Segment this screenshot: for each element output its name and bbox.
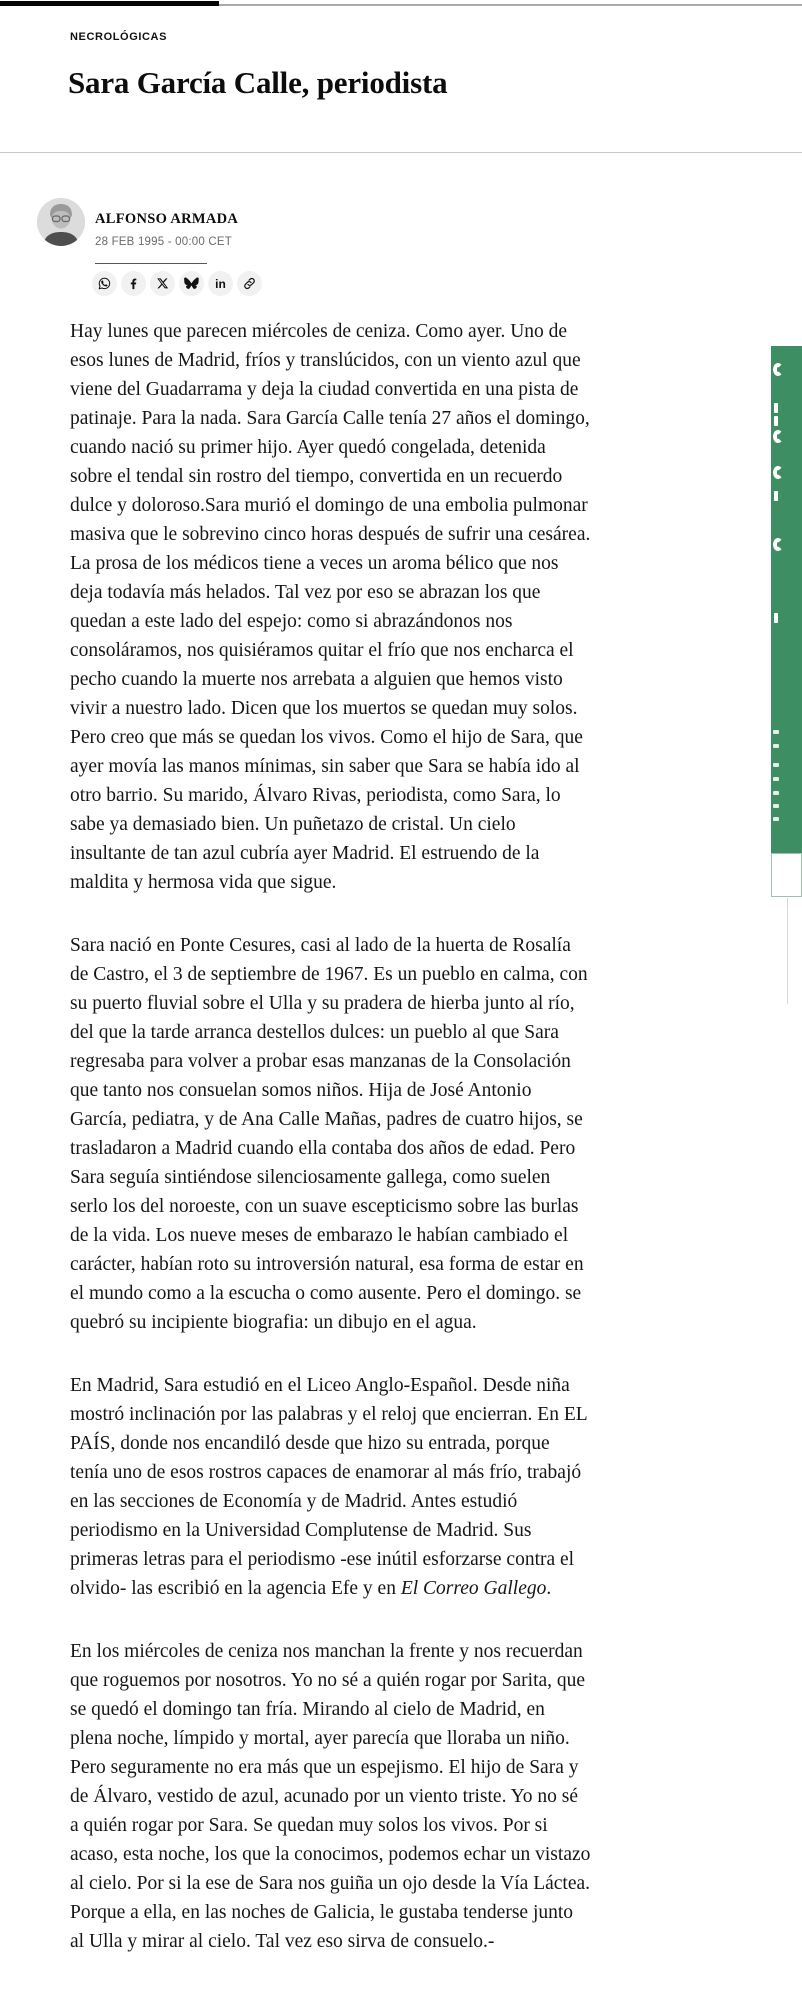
share-linkedin-button[interactable] xyxy=(208,271,233,296)
bluesky-icon xyxy=(184,277,199,291)
publish-date: 28 FEB 1995 - 00:00 CET xyxy=(95,236,232,248)
author-name[interactable]: ALFONSO ARMADA xyxy=(95,211,239,227)
share-whatsapp-button[interactable] xyxy=(92,271,117,296)
x-icon xyxy=(156,277,169,290)
side-promo-button[interactable] xyxy=(771,853,802,897)
promo-glyph-fragment xyxy=(773,817,779,821)
facebook-icon xyxy=(126,276,141,291)
share-bluesky-button[interactable] xyxy=(179,271,204,296)
promo-glyph-fragment xyxy=(773,363,783,376)
progress-bar xyxy=(0,1,219,6)
share-copylink-button[interactable] xyxy=(237,271,262,296)
author-portrait-image xyxy=(37,198,85,246)
promo-glyph-fragment xyxy=(773,804,779,808)
article-paragraph: En Madrid, Sara estudió en el Liceo Anglo-Español. Desde niña mostró inclinación por las palabras y el reloj que encierran. En EL PAÍS, donde nos encandiló desde que hizo su entrada, porque tenía uno de esos rostros capaces de enamorar al más frío, trabajó en las secciones de Economía y de Madrid. Antes estudió periodismo en la Universidad Complutense de Madrid. Sus primeras letras para el periodismo -ese inútil esforzarse contra el olvido- las escribió en la agencia Efe y en El Correo Gallego. xyxy=(70,1375,587,1599)
promo-glyph-fragment xyxy=(774,403,778,413)
share-x-button[interactable] xyxy=(150,271,175,296)
author-avatar[interactable] xyxy=(37,198,85,246)
promo-glyph-fragment xyxy=(773,777,779,781)
promo-glyph-fragment xyxy=(773,763,779,767)
section-kicker[interactable]: NECROLÓGICAS xyxy=(70,31,168,43)
promo-glyph-fragment xyxy=(774,416,778,426)
share-toolbar xyxy=(92,271,262,296)
promo-glyph-fragment xyxy=(773,538,783,551)
promo-glyph-fragment xyxy=(773,466,783,479)
whatsapp-icon xyxy=(97,276,112,291)
promo-glyph-fragment xyxy=(774,613,778,623)
share-facebook-button[interactable] xyxy=(121,271,146,296)
side-promo-border xyxy=(787,898,788,1004)
link-icon xyxy=(242,276,257,291)
linkedin-icon: in xyxy=(215,276,226,291)
promo-glyph-fragment xyxy=(773,791,779,795)
article-paragraph: Hay lunes que parecen miércoles de ceniza. Como ayer. Uno de esos lunes de Madrid, fríos y translúcidos, con un viento azul que viene del Guadarrama y deja la ciudad convertida en una pista de patinaje. Para la nada. Sara García Calle tenía 27 años el domingo, cuando nació su primer hijo. Ayer quedó congelada, detenida sobre el tendal sin rostro del tiempo, convertida en un recuerdo dulce y doloroso.Sara murió el domingo de una embolia pulmonar masiva que le sobrevino cinco horas después de sufrir una cesárea. La prosa de los médicos tiene a veces un aroma bélico que nos deja todavía más helados. Tal vez por eso se abrazan los que quedan a este lado del espejo: como si abrazándonos nos consoláramos, nos quisiéramos quitar el frío que nos encharca el pecho cuando la muerte nos arrebata a alguien que hemos visto vivir a nuestro lado. Dicen que los muertos se quedan muy solos. Pero creo que más se quedan los vivos. Como el hijo de Sara, que ayer movía las manos mínimas, sin saber que Sara se había ido al otro barrio. Su marido, Álvaro Rivas, periodista, como Sara, lo sabe ya demasiado bien. Un puñetazo de cristal. Un cielo insultante de tan azul cubría ayer Madrid. El estruendo de la maldita y hermosa vida que sigue. xyxy=(70,321,591,893)
byline-rule xyxy=(95,263,207,264)
article-body xyxy=(70,317,591,1990)
promo-glyph-fragment xyxy=(773,744,779,748)
promo-glyph-fragment xyxy=(773,430,783,443)
side-promo-banner[interactable] xyxy=(771,346,802,853)
article-paragraph: Sara nació en Ponte Cesures, casi al lado de la huerta de Rosalía de Castro, el 3 de septiembre de 1967. Es un pueblo en calma, con su puerto fluvial sobre el Ulla y su pradera de hierba junto al río, del que la tarde arranca destellos dulces: un pueblo al que Sara regresaba para volver a probar esas manzanas de la Consolación que tanto nos consuelan somos niños. Hija de José Antonio García, pediatra, y de Ana Calle Mañas, padres de cuatro hijos, se trasladaron a Madrid cuando ella contaba dos años de edad. Pero Sara seguía sintiéndose silenciosamente gallega, como suelen serlo los del noroeste, con un suave escepticismo sobre las burlas de la vida. Los nueve meses de embarazo le habían cambiado el carácter, habían roto su introversión natural, esa forma de estar en el mundo como a la escucha o como ausente. Pero el domingo. se quebró su incipiente biografia: un dibujo en el agua. xyxy=(70,935,588,1333)
promo-glyph-fragment xyxy=(773,730,779,734)
promo-glyph-fragment xyxy=(774,491,778,501)
article-title: Sara García Calle, periodista xyxy=(68,64,448,100)
header-divider xyxy=(0,152,802,153)
article-paragraph: En los miércoles de ceniza nos manchan la frente y nos recuerdan que roguemos por nosotros. Yo no sé a quién rogar por Sarita, que se quedó el domingo tan fría. Mirando al cielo de Madrid, en plena noche, límpido y mortal, ayer parecía que lloraba un niño. Pero seguramente no era más que un espejismo. El hijo de Sara y de Álvaro, vestido de azul, acunado por un viento triste. Yo no sé a quién rogar por Sara. Se quedan muy solos los vivos. Por si acaso, esta noche, los que la conocimos, podemos echar un vistazo al cielo. Por si la ese de Sara nos guiña un ojo desde la Vía Láctea. Porque a ella, en las noches de Galicia, le gustaba tenderse junto al Ulla y mirar al cielo. Tal vez eso sirva de consuelo.- xyxy=(70,1641,591,1952)
